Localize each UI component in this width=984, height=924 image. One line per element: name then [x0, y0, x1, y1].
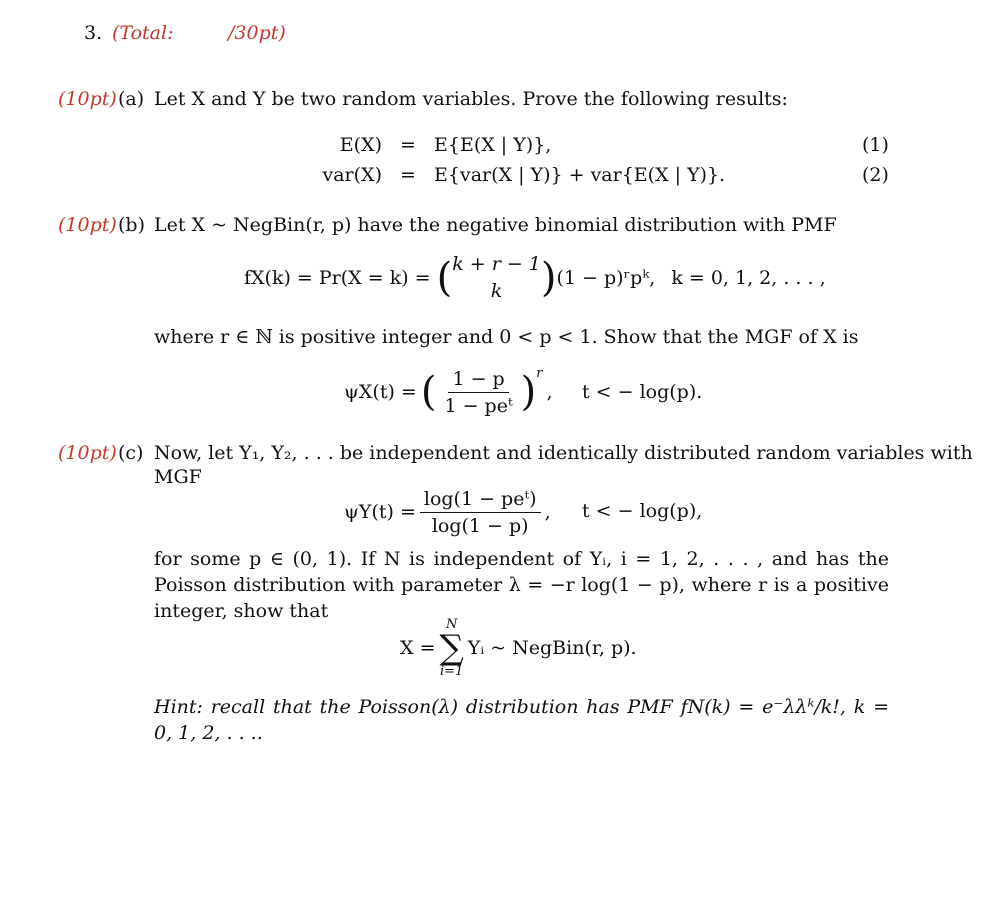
eq1-lhs: E(X) — [339, 134, 382, 156]
part-c-text-line2: MGF — [154, 466, 202, 488]
sum-lhs: X = — [400, 637, 436, 659]
eq2-equals: = — [400, 164, 416, 186]
total-label: (Total: — [112, 22, 174, 44]
mgf-x-left-paren: ( — [420, 369, 437, 415]
where-text: where r ∈ ℕ is positive integer and 0 < p < 1. Show that the MGF of X is — [154, 326, 859, 348]
eq1-equals: = — [400, 134, 416, 156]
mgf-y-lhs: ψY(t) = — [344, 501, 416, 523]
mgf-x-right-paren: ) — [520, 369, 537, 415]
binomial-coefficient — [452, 251, 541, 304]
mgf-x-exponent: r — [536, 366, 543, 381]
part-b-label: (b) — [118, 214, 145, 236]
mgf-y-comma: , — [544, 501, 551, 523]
sum-upper: N — [445, 617, 458, 632]
mgf-x-numerator: 1 − p — [448, 368, 508, 393]
eq2-lhs: var(X) — [322, 164, 382, 186]
pmf-rhs: (1 − p)ʳpᵏ, — [556, 267, 656, 289]
part-c-text-line1: Now, let Y₁, Y₂, . . . be independent and identically distributed random variables with — [154, 442, 973, 464]
mgf-y-denominator: log(1 − p) — [431, 514, 529, 537]
eq2-number: (2) — [862, 164, 889, 186]
mgf-x-condition: t < − log(p). — [582, 381, 703, 403]
part-b-points: (10pt) — [58, 214, 117, 236]
mgf-y-numerator: log(1 − peᵗ) — [420, 488, 541, 513]
binom-left-paren: ( — [436, 255, 453, 301]
pmf-range: k = 0, 1, 2, . . . , — [671, 267, 826, 289]
mgf-x-lhs: ψX(t) = — [344, 381, 417, 403]
eq1-rhs: E{E(X | Y)}, — [434, 134, 552, 156]
binom-top: k + r − 1 — [452, 253, 541, 276]
sum-rhs: Yᵢ ~ NegBin(r, p). — [467, 637, 637, 659]
pmf-lhs: fX(k) = Pr(X = k) = — [244, 267, 431, 289]
total-points: /30pt) — [228, 22, 286, 44]
mgf-x-equation — [344, 364, 553, 420]
mgf-y-condition: t < − log(p), — [582, 500, 703, 522]
mgf-y-equation — [344, 484, 551, 540]
part-a-label: (a) — [118, 88, 145, 110]
binom-bottom: k — [490, 280, 503, 302]
mgf-y-fraction — [420, 488, 541, 537]
pmf-equation — [244, 252, 826, 304]
mgf-x-comma: , — [546, 381, 553, 403]
hint-text: Hint: recall that the Poisson(λ) distribution has PMF fN(k) = e⁻λλᵏ/k!, k = 0, 1, 2, . . .. — [154, 696, 889, 744]
sum-lower: i=1 — [439, 664, 464, 679]
sigma-symbol: ∑ — [439, 628, 464, 668]
part-c-paragraph: for some p ∈ (0, 1). If N is independent of Yᵢ, i = 1, 2, . . . , and has the Poisson distribution with parameter λ = −r log(1 − p), where r is a positive integer, show that — [154, 548, 889, 622]
summation — [440, 618, 464, 678]
problem-number: 3. — [84, 22, 103, 44]
sum-equation — [400, 616, 637, 680]
part-a-points: (10pt) — [58, 88, 117, 110]
eq2-rhs: E{var(X | Y)} + var{E(X | Y)}. — [434, 164, 726, 186]
part-a-text: Let X and Y be two random variables. Prove the following results: — [154, 88, 788, 110]
mgf-x-denominator: 1 − peᵗ — [444, 394, 513, 417]
mgf-x-fraction — [440, 368, 516, 417]
binom-right-paren: ) — [540, 255, 557, 301]
part-b-text: Let X ~ NegBin(r, p) have the negative binomial distribution with PMF — [154, 214, 837, 236]
part-c-label: (c) — [118, 442, 144, 464]
eq1-number: (1) — [862, 134, 889, 156]
part-c-points: (10pt) — [58, 442, 117, 464]
